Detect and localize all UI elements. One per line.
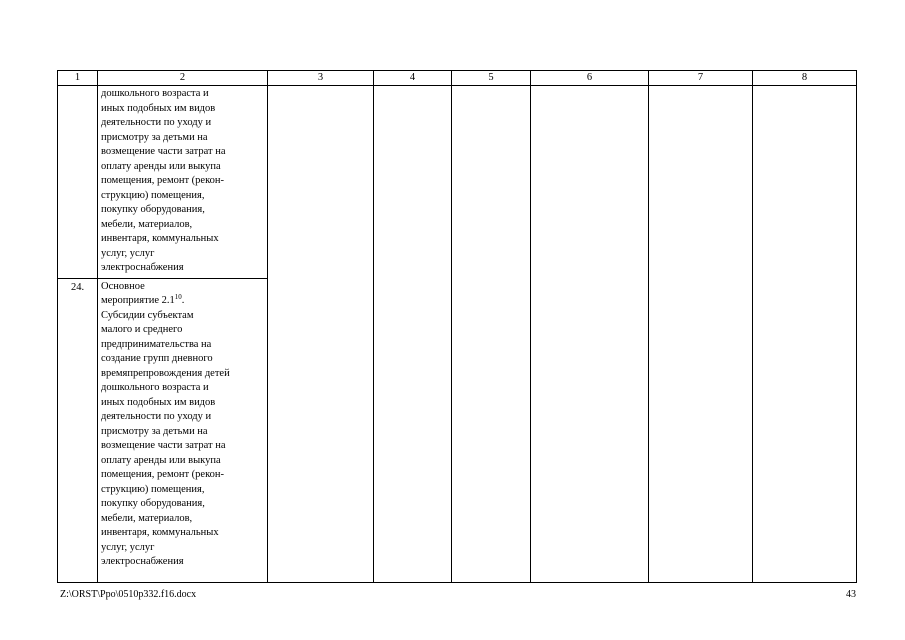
measure-title-line: Основное xyxy=(101,280,145,292)
text-line: деятельности по уходу и xyxy=(101,411,212,422)
cell-col-5 xyxy=(452,86,531,583)
cell-col-6 xyxy=(531,86,649,583)
text-line: инвентаря, коммунальных xyxy=(101,527,219,538)
table-row-continued xyxy=(58,86,857,279)
cell-col-8 xyxy=(753,86,857,583)
column-header-6: 6 xyxy=(531,71,649,86)
text-line: деятельности по уходу и xyxy=(101,117,212,128)
text-line: струкцию) помещения, xyxy=(101,189,205,201)
program-table xyxy=(57,70,857,583)
text-line: дошкольного возраста и xyxy=(101,88,209,99)
text-line: оплату аренды или выкупа xyxy=(101,454,221,466)
measure-title-line xyxy=(101,294,265,309)
text-line: иных подобных им видов xyxy=(101,102,216,114)
page-number: 43 xyxy=(846,589,856,600)
text-line: присмотру за детьми на xyxy=(101,425,208,437)
cell-col-4 xyxy=(374,86,452,583)
text-line: мебели, материалов, xyxy=(101,512,193,524)
text-line: дошкольного возраста и xyxy=(101,382,209,393)
text-line: оплату аренды или выкупа xyxy=(101,160,221,172)
row-number-cell: 24. xyxy=(58,278,98,582)
text-line: покупку оборудования, xyxy=(101,204,205,215)
measure-title-end: . xyxy=(181,295,185,306)
text-line: иных подобных им видов xyxy=(101,396,216,408)
row-number-cell-empty xyxy=(58,86,98,279)
text-line: возмещение части затрат на xyxy=(101,440,226,451)
text-line: мебели, материалов, xyxy=(101,218,193,230)
column-header-7: 7 xyxy=(649,71,753,86)
text-line: присмотру за детьми на xyxy=(101,131,208,143)
text-line: создание групп дневного xyxy=(101,353,213,364)
text-line: инвентаря, коммунальных xyxy=(101,233,219,244)
text-line: услуг, услуг xyxy=(101,541,155,553)
measure-description xyxy=(98,278,268,582)
text-line: услуг, услуг xyxy=(101,247,155,259)
text-line: времяпрепровождения детей xyxy=(101,367,230,379)
cell-col-3 xyxy=(268,86,374,583)
column-header-3: 3 xyxy=(268,71,374,86)
column-header-8: 8 xyxy=(753,71,857,86)
cell-col-7 xyxy=(649,86,753,583)
text-line: покупку оборудования, xyxy=(101,498,205,509)
column-header-1: 1 xyxy=(58,71,98,86)
footnote-marker: 10 xyxy=(174,293,182,301)
file-path-footer: Z:\ORST\Ppo\0510p332.f16.docx xyxy=(60,589,197,600)
text-line: струкцию) помещения, xyxy=(101,483,205,495)
header-row xyxy=(58,71,857,86)
text-line: электроснабжения xyxy=(101,556,184,567)
text-line: помещения, ремонт (рекон- xyxy=(101,175,225,186)
text-line: предпринимательства на xyxy=(101,338,212,350)
column-header-2: 2 xyxy=(98,71,268,86)
measure-title-text: мероприятие 2.1 xyxy=(101,295,175,306)
text-line: возмещение части затрат на xyxy=(101,146,226,157)
text-line: Субсидии субъектам xyxy=(101,309,194,321)
measure-description-continued xyxy=(98,86,268,279)
text-line: помещения, ремонт (рекон- xyxy=(101,469,225,480)
text-line: электроснабжения xyxy=(101,262,184,273)
column-header-4: 4 xyxy=(374,71,452,86)
column-header-5: 5 xyxy=(452,71,531,86)
text-line: малого и среднего xyxy=(101,324,183,335)
